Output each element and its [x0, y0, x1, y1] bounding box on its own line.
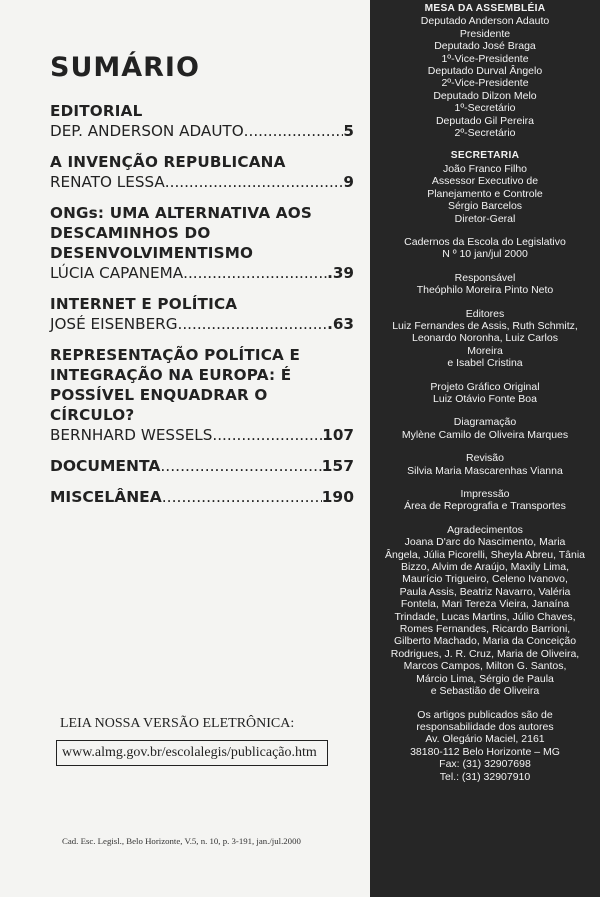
mesa-block-line: Deputado Durval Ângelo: [427, 65, 543, 78]
agradecimentos-block-line: Paula Assis, Beatriz Navarro, Valéria: [399, 585, 571, 598]
mesa-block-line: Deputado Anderson Adauto: [420, 15, 550, 28]
agradecimentos-block-line: Maurício Trigueiro, Celeno Ivanovo,: [402, 573, 568, 586]
projeto-block-line: Luiz Otávio Fonte Boa: [433, 392, 537, 405]
toc-entry-author-line: [50, 487, 354, 507]
secretaria-block-line: Diretor-Geral: [454, 212, 516, 225]
agradecimentos-block-line: Gilberto Machado, Maria da Conceição: [393, 635, 577, 648]
contato-block-line: 38180-112 Belo Horizonte – MG: [410, 745, 560, 758]
secretaria-block-line: Assessor Executivo de: [431, 175, 539, 188]
responsavel-block-line: Theóphilo Moreira Pinto Neto: [416, 284, 554, 297]
agradecimentos-block-line: Márcio Lima, Sérgio de Paula: [416, 672, 554, 685]
impressao-block-line: Área de Reprografia e Transportes: [404, 500, 566, 513]
contato-block-line: Av. Olegário Maciel, 2161: [425, 733, 545, 746]
mesa-block-heading: MESA DA ASSEMBLÉIA: [424, 3, 546, 14]
toc-entry-title: POSSÍVEL ENQUADRAR O: [50, 386, 268, 404]
secretaria-block: [370, 150, 600, 224]
agradecimentos-block-line: Trindade, Lucas Martins, Júlio Chaves,: [394, 610, 576, 623]
dot-leader: [178, 314, 328, 334]
toc-entry-author: DOCUMENTA: [50, 457, 161, 475]
toc-entry: [50, 294, 354, 334]
toc-entry-title: EDITORIAL: [50, 102, 143, 120]
toc-entry-author: DEP. ANDERSON ADAUTO: [50, 122, 244, 140]
mesa-block-line: Deputado Gil Pereira: [435, 114, 535, 127]
toc-entry-author-line: [50, 121, 354, 141]
dot-leader: [212, 425, 322, 445]
dot-leader: [162, 487, 322, 507]
dot-leader: [165, 172, 344, 192]
toc-entry-page: .39: [327, 264, 354, 282]
toc-entry: [50, 203, 354, 283]
dot-leader: [160, 456, 321, 476]
toc-entry-author-line: [50, 172, 354, 192]
toc-entry-page: 107: [322, 426, 354, 444]
mesa-block: [370, 3, 600, 139]
editores-block-line: Editores: [465, 307, 505, 320]
online-version-url[interactable]: www.almg.gov.br/escolalegis/publicação.htm: [56, 740, 328, 766]
contato-block-line: responsabilidade dos autores: [416, 720, 554, 733]
toc-entry-page: 5: [343, 122, 354, 140]
toc-entry-author: RENATO LESSA: [50, 173, 165, 191]
contato-block-line: Fax: (31) 32907698: [439, 758, 531, 771]
mesa-block-line: 1º-Secretário: [454, 102, 516, 115]
toc-entry-author-line: [50, 263, 354, 283]
responsavel-block-line: Responsável: [454, 271, 516, 284]
contato-block-line: Os artigos publicados são de: [417, 708, 553, 721]
diagramacao-block-line: Mylène Camilo de Oliveira Marques: [401, 428, 569, 441]
toc-entry-title: INTEGRAÇÃO NA EUROPA: É: [50, 366, 292, 384]
projeto-block: [370, 381, 600, 406]
issue-block-line: N º 10 jan/jul 2000: [442, 248, 528, 261]
toc-entry-author: MISCELÂNEA: [50, 488, 162, 506]
contato-block-line: Tel.: (31) 32907910: [439, 770, 531, 783]
dot-leader: [244, 121, 344, 141]
editores-block-line: Leonardo Noronha, Luiz Carlos: [412, 332, 558, 345]
editores-block-line: Luiz Fernandes de Assis, Ruth Schmitz,: [392, 319, 578, 332]
agradecimentos-block-line: Rodrigues, J. R. Cruz, Maria de Oliveira,: [390, 647, 580, 660]
toc-entry-author: JOSÉ EISENBERG: [50, 315, 178, 333]
table-of-contents: [50, 101, 354, 518]
mesa-block-line: 2º-Secretário: [454, 127, 516, 140]
diagramacao-block: [370, 416, 600, 441]
toc-entry-title: REPRESENTAÇÃO POLÍTICA E: [50, 346, 301, 364]
secretaria-block-line: João Franco Filho: [442, 162, 528, 175]
toc-entry-title: DESCAMINHOS DO: [50, 224, 211, 242]
revisao-block: [370, 452, 600, 477]
online-version-label: LEIA NOSSA VERSÃO ELETRÔNICA:: [60, 716, 295, 731]
secretaria-block-heading: SECRETARIA: [450, 150, 520, 162]
toc-entry-title: DESENVOLVIMENTISMO: [50, 244, 254, 262]
agradecimentos-block: [370, 524, 600, 698]
impressao-block: [370, 488, 600, 513]
toc-entry-page: 9: [343, 173, 354, 191]
agradecimentos-block-line: Joana D'arc do Nascimento, Maria: [404, 536, 566, 549]
issue-block-line: Cadernos da Escola do Legislativo: [404, 235, 566, 248]
colophon-panel: [370, 0, 600, 897]
toc-entry-author: BERNHARD WESSELS: [50, 426, 213, 444]
agradecimentos-block-line: Agradecimentos: [447, 523, 523, 536]
toc-entry-author-line: [50, 314, 354, 334]
mesa-block-line: 1º-Vice-Presidente: [441, 52, 529, 65]
toc-entry: [50, 487, 354, 507]
issue-block: [370, 236, 600, 261]
editores-block-line: e Isabel Cristina: [447, 357, 523, 370]
toc-entry-title: INTERNET E POLÍTICA: [50, 295, 238, 313]
agradecimentos-block-line: Romes Fernandes, Ricardo Barrioni,: [399, 623, 571, 636]
impressao-block-line: Impressão: [460, 488, 510, 500]
mesa-block-line: Deputado Dilzon Melo: [433, 89, 537, 102]
toc-entry: [50, 101, 354, 141]
dot-leader: [183, 263, 327, 283]
agradecimentos-block-line: Marcos Campos, Milton G. Santos,: [403, 660, 567, 673]
toc-entry-author-line: [50, 456, 354, 476]
agradecimentos-block-line: Bizzo, Alvim de Araújo, Maxily Lima,: [400, 561, 570, 574]
projeto-block-line: Projeto Gráfico Original: [430, 380, 540, 393]
secretaria-block-line: Planejamento e Controle: [427, 187, 543, 200]
responsavel-block: [370, 272, 600, 297]
toc-entry-title: ONGs: UMA ALTERNATIVA AOS: [50, 204, 312, 222]
toc-entry-author-line: [50, 425, 354, 445]
agradecimentos-block-line: Ângela, Júlia Picorelli, Sheyla Abreu, Tânia: [384, 548, 585, 561]
toc-entry: [50, 152, 354, 192]
mesa-block-line: Deputado José Braga: [434, 40, 536, 53]
toc-entry-author: LÚCIA CAPANEMA: [50, 264, 184, 282]
agradecimentos-block-line: e Sebastião de Oliveira: [430, 685, 540, 698]
diagramacao-block-line: Diagramação: [453, 416, 517, 429]
toc-entry: [50, 345, 354, 445]
mesa-block-line: Presidente: [459, 27, 511, 40]
toc-entry-page: 157: [321, 457, 354, 475]
editores-block-line: Moreira: [467, 344, 503, 357]
agradecimentos-block-line: Fontela, Mari Tereza Vieira, Janaína: [400, 598, 570, 611]
toc-entry-page: .63: [327, 315, 354, 333]
toc-entry-title: A INVENÇÃO REPUBLICANA: [50, 153, 286, 171]
revisao-block-line: Silvia Maria Mascarenhas Vianna: [407, 464, 563, 477]
secretaria-block-line: Sérgio Barcelos: [447, 200, 523, 213]
toc-entry: [50, 456, 354, 476]
page-title: SUMÁRIO: [50, 52, 200, 83]
mesa-block-line: 2º-Vice-Presidente: [441, 77, 529, 90]
toc-entry-title: CÍRCULO?: [50, 406, 135, 424]
editores-block: [370, 308, 600, 370]
revisao-block-line: Revisão: [466, 452, 504, 465]
toc-entry-page: 190: [321, 488, 354, 506]
citation-line: Cad. Esc. Legisl., Belo Horizonte, V.5, n. 10, p. 3-191, jan./jul.2000: [62, 836, 301, 846]
contato-block: [370, 709, 600, 783]
